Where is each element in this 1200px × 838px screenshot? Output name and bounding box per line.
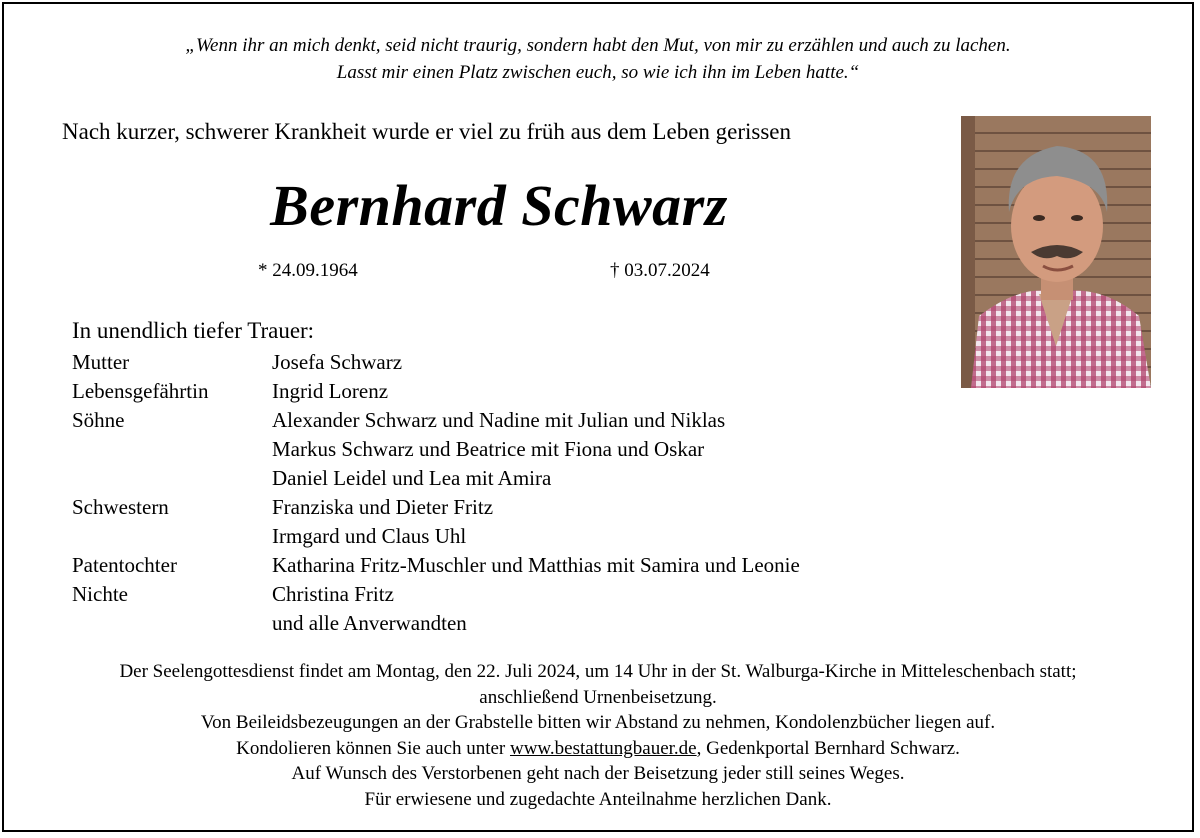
mourner-names: Daniel Leidel und Lea mit Amira bbox=[272, 466, 552, 490]
service-line-2: anschließend Urnenbeisetzung. bbox=[479, 686, 717, 708]
birth-date: * 24.09.1964 bbox=[258, 260, 358, 281]
service-line-3: Von Beileidsbezeugungen an der Grabstelle bitten wir Abstand zu nehmen, Kondolenzbücher liegen auf. bbox=[200, 712, 996, 733]
mourner-row bbox=[72, 348, 800, 377]
intro-text: Nach kurzer, schwerer Krankheit wurde er viel zu früh aus dem Leben gerissen bbox=[62, 119, 792, 144]
mourner-names: Ingrid Lorenz bbox=[272, 379, 389, 403]
mourner-relation bbox=[72, 522, 272, 551]
mourner-names: Katharina Fritz-Muschler und Matthias mit Samira und Leonie bbox=[272, 553, 800, 577]
service-info bbox=[4, 659, 1192, 812]
mourner-row bbox=[72, 551, 800, 580]
mourner-relation: Söhne bbox=[72, 408, 125, 432]
portrait-photo bbox=[961, 116, 1151, 388]
mourner-row bbox=[72, 464, 800, 493]
mourner-row bbox=[72, 609, 800, 638]
mourner-names: Josefa Schwarz bbox=[272, 350, 403, 374]
mourner-relation: Mutter bbox=[72, 350, 130, 374]
mourner-relation: Patentochter bbox=[72, 553, 177, 577]
mourner-names: Christina Fritz bbox=[272, 582, 394, 606]
quote-line-2: Lasst mir einen Platz zwischen euch, so wie ich ihn im Leben hatte.“ bbox=[336, 62, 860, 83]
mourner-relation bbox=[72, 609, 272, 638]
death-date: † 03.07.2024 bbox=[610, 260, 710, 281]
mourner-row bbox=[72, 406, 800, 435]
quote bbox=[4, 32, 1192, 86]
mourner-names: Alexander Schwarz und Nadine mit Julian und Niklas bbox=[272, 408, 726, 432]
mourner-row bbox=[72, 377, 800, 406]
mourner-row bbox=[72, 580, 800, 609]
service-line-1: Der Seelengottesdienst findet am Montag, den 22. Juli 2024, um 14 Uhr in der St. Walburga-Kirche in Mitteleschenbach statt; bbox=[119, 661, 1077, 682]
mourner-relation: Lebensgefährtin bbox=[72, 379, 209, 403]
condolence-text-pre: Kondolieren können Sie auch unter bbox=[236, 737, 510, 759]
mourner-names: Irmgard und Claus Uhl bbox=[272, 524, 467, 548]
mourner-names: Franziska und Dieter Fritz bbox=[272, 495, 494, 519]
mourner-relation: Nichte bbox=[72, 582, 128, 606]
mourner-names: Markus Schwarz und Beatrice mit Fiona und Oskar bbox=[272, 437, 705, 461]
mourner-relation bbox=[72, 464, 272, 493]
mourner-row bbox=[72, 522, 800, 551]
service-line-5: Auf Wunsch des Verstorbenen geht nach der Beisetzung jeder still seines Weges. bbox=[291, 763, 905, 784]
deceased-name: Bernhard Schwarz bbox=[270, 173, 728, 238]
mourner-row bbox=[72, 493, 800, 522]
service-line-6: Für erwiesene und zugedachte Anteilnahme herzlichen Dank. bbox=[364, 788, 832, 810]
mourner-relation: Schwestern bbox=[72, 495, 169, 519]
website-link[interactable]: www.bestattungbauer.de bbox=[509, 737, 697, 759]
service-line-4 bbox=[4, 736, 1192, 762]
mourner-names: und alle Anverwandten bbox=[272, 611, 467, 635]
condolence-text-post: , Gedenkportal Bernhard Schwarz. bbox=[696, 737, 960, 759]
quote-line-1: „Wenn ihr an mich denkt, seid nicht traurig, sondern habt den Mut, von mir zu erzählen und auch zu lachen. bbox=[185, 35, 1011, 56]
mourner-relation bbox=[72, 435, 272, 464]
mourners-list bbox=[72, 348, 800, 638]
mourner-row bbox=[72, 435, 800, 464]
mourners-heading: In unendlich tiefer Trauer: bbox=[72, 318, 315, 343]
obituary-card bbox=[2, 2, 1194, 832]
